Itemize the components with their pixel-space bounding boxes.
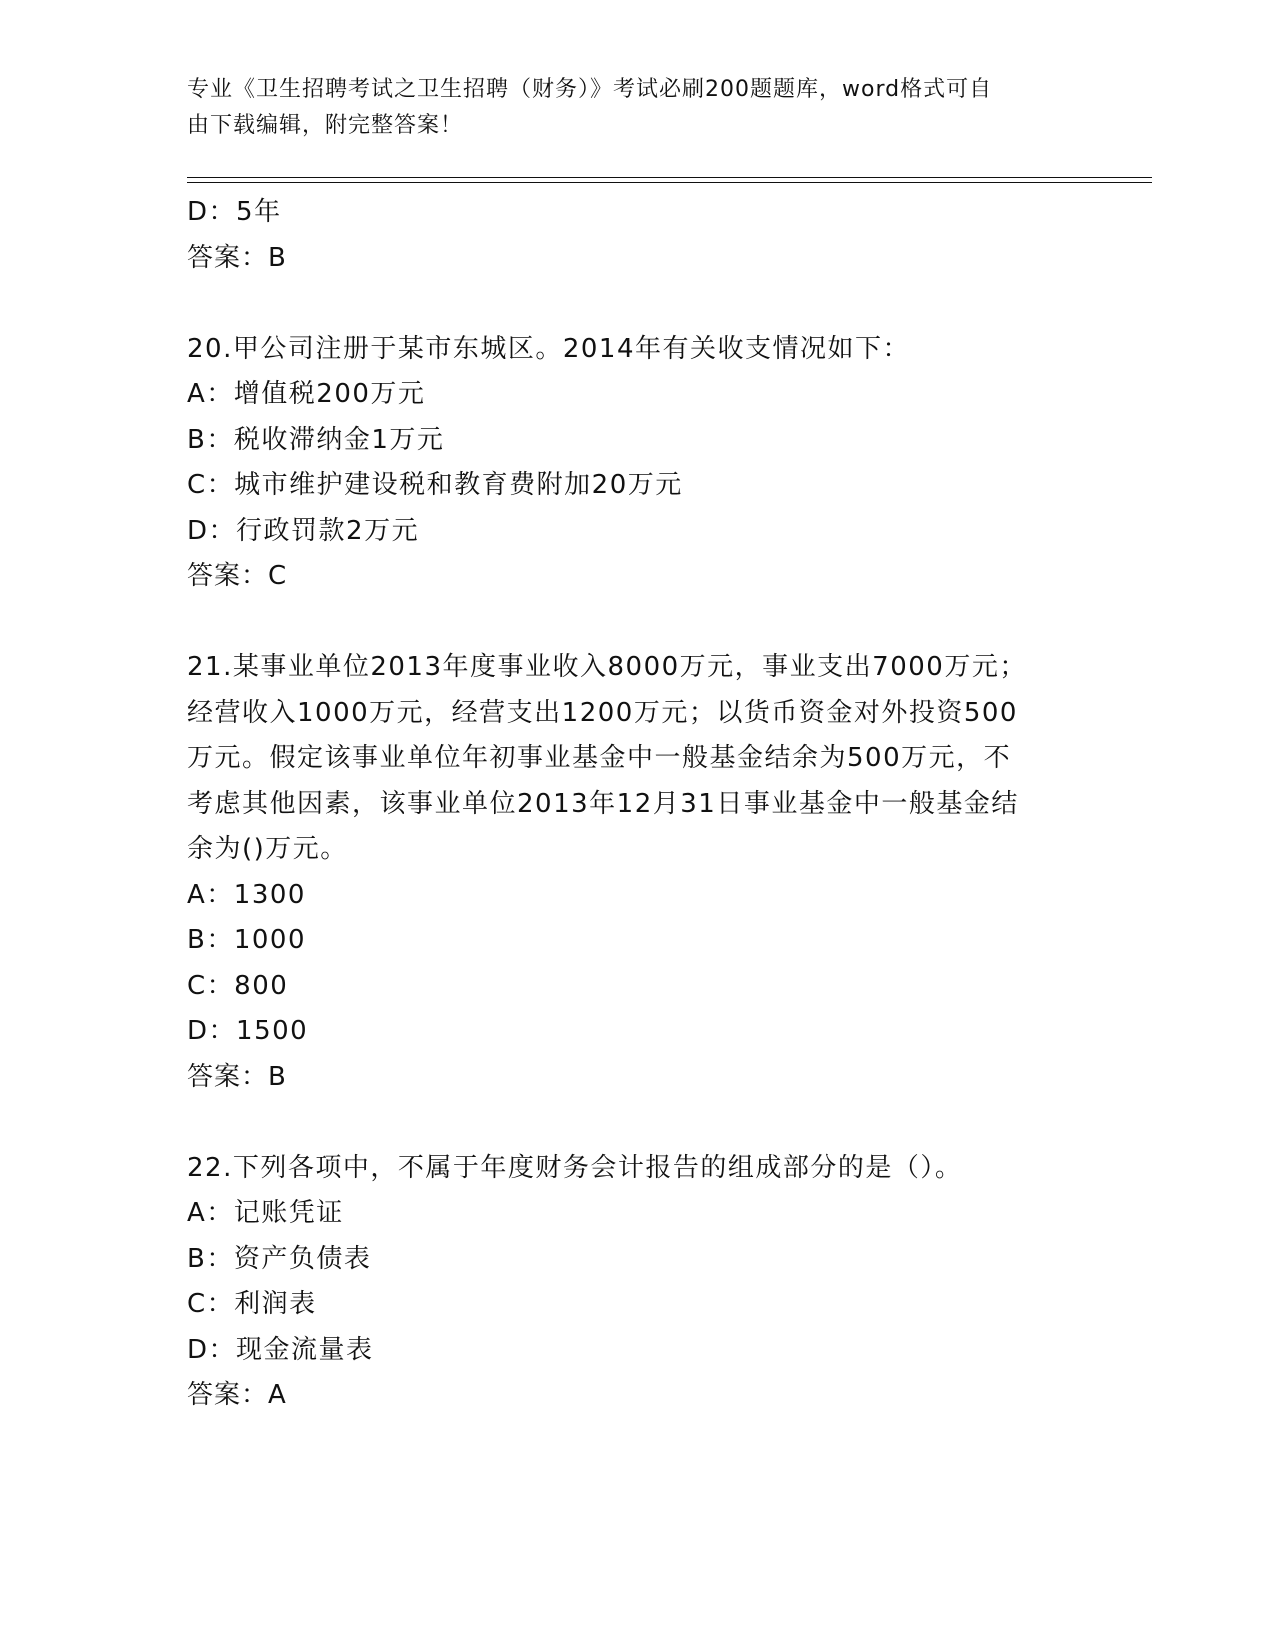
option-c: C：城市维护建设税和教育费附加20万元 [187, 470, 683, 500]
question-stem-line-2: 经营收入1000万元，经营支出1200万元；以货币资金对外投资500 [187, 697, 1018, 728]
option-b: B：资产负债表 [187, 1243, 372, 1274]
prev-question-option-d: D：5年 [187, 197, 282, 227]
option-b: B：1000 [187, 925, 307, 955]
option-d: D：行政罚款2万元 [187, 515, 420, 546]
answer: 答案：B [187, 1061, 287, 1092]
option-d: D：1500 [187, 1016, 309, 1046]
option-c: C：800 [187, 970, 289, 1001]
prev-question-answer: 答案：B [187, 242, 287, 273]
question-stem-line-1: 21.某事业单位2013年度事业收入8000万元，事业支出7000万元； [187, 652, 1027, 682]
question-20 [187, 327, 1087, 600]
question-list [187, 190, 1087, 1419]
answer: 答案：C [187, 561, 288, 591]
header-divider-top [187, 177, 1152, 178]
question-21 [187, 645, 1087, 1100]
option-a: A：记账凭证 [187, 1198, 344, 1228]
question-stem-line-4: 考虑其他因素，该事业单位2013年12月31日事业基金中一般基金结 [187, 788, 1019, 819]
answer: 答案：A [187, 1380, 287, 1410]
spacer [187, 281, 1087, 327]
intro-line-1: 专业《卫生招聘考试之卫生招聘（财务）》考试必刷200题题库，word格式可自 [187, 77, 993, 102]
option-c: C：利润表 [187, 1289, 317, 1319]
option-a: A：1300 [187, 879, 306, 910]
intro-line-2: 由下载编辑，附完整答案！ [187, 113, 464, 138]
spacer [187, 1100, 1087, 1146]
option-b: B：税收滞纳金1万元 [187, 424, 445, 455]
document-intro [187, 72, 1077, 144]
question-22 [187, 1146, 1087, 1419]
question-stem-line-3: 万元。假定该事业单位年初事业基金中一般基金结余为500万元，不 [187, 743, 1012, 773]
question-stem: 20.甲公司注册于某市东城区。2014年有关收支情况如下： [187, 333, 911, 364]
option-a: A：增值税200万元 [187, 379, 426, 409]
header-divider-bottom [187, 182, 1152, 183]
option-d: D：现金流量表 [187, 1334, 374, 1365]
spacer [187, 600, 1087, 646]
question-stem: 22.下列各项中，不属于年度财务会计报告的组成部分的是（）。 [187, 1152, 963, 1183]
question-stem-line-5: 余为()万元。 [187, 834, 348, 864]
